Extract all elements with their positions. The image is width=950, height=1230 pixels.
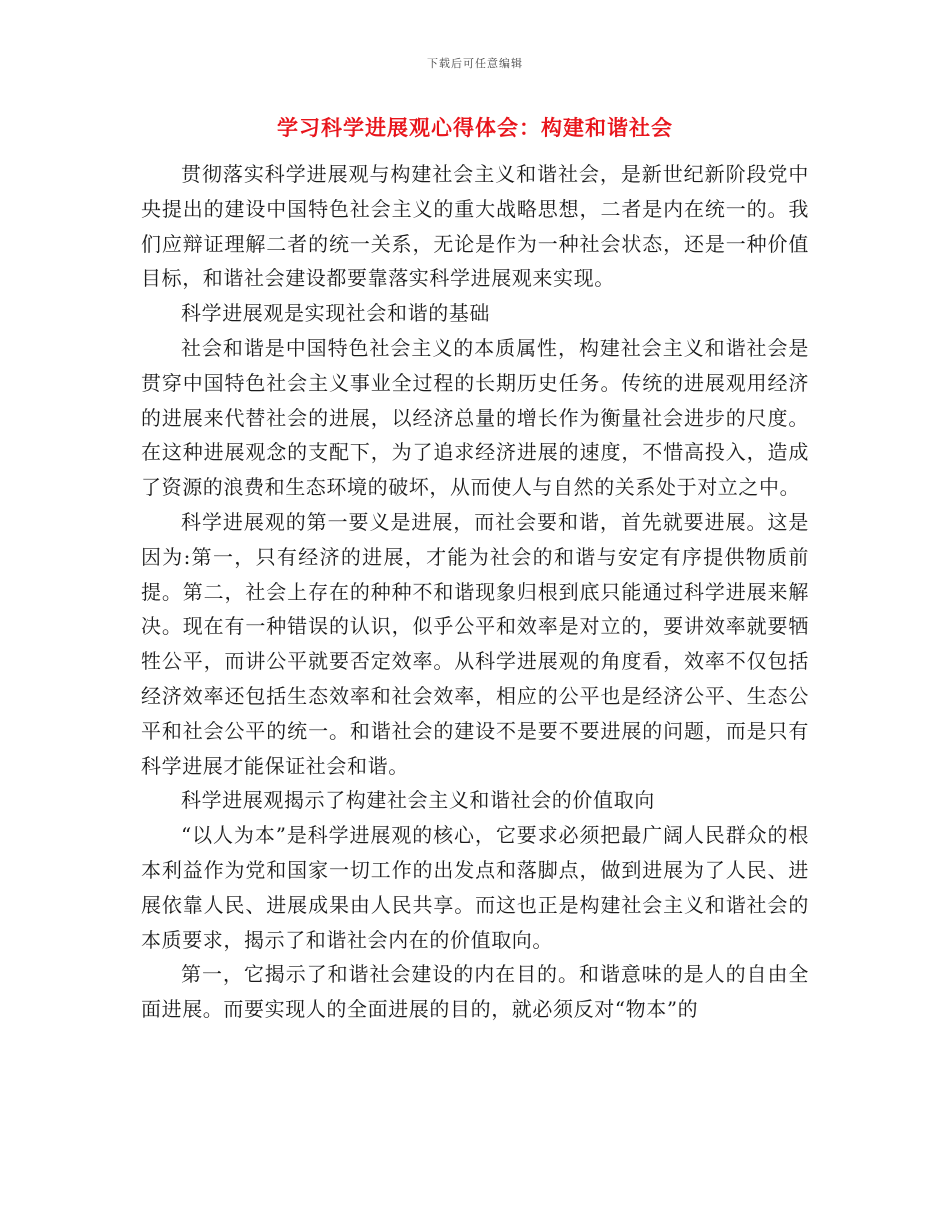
paragraph-people-oriented: “以人为本”是科学进展观的核心，它要求必须把最广阔人民群众的根本利益作为党和国家一切工作的出发点和落脚点，做到进展为了人民、进展依靠人民、进展成果由人民共享。而这也正是构建社会主义和谐社会的本质要求，揭示了和谐社会内在的价值取向。 (141, 823, 809, 952)
section-heading-foundation: 科学进展观是实现社会和谐的基础 (181, 301, 490, 326)
document-body (141, 157, 809, 1027)
section-heading-value-orientation: 科学进展观揭示了构建社会主义和谐社会的价值取向 (181, 788, 655, 813)
paragraph-social-harmony: 社会和谐是中国特色社会主义的本质属性，构建社会主义和谐社会是贯穿中国特色社会主义事业全过程的长期历史任务。传统的进展观用经济的进展来代替社会的进展，以经济总量的增长作为衡量社会进步的尺度。在这种进展观念的支配下，为了追求经济进展的速度，不惜高投入，造成了资源的浪费和生态环境的破坏，从而使人与自然的关系处于对立之中。 (141, 335, 809, 500)
paragraph-first-principle: 科学进展观的第一要义是进展，而社会要和谐，首先就要进展。这是因为:第一，只有经济的进展，才能为社会的和谐与安定有序提供物质前提。第二，社会上存在的种种不和谐现象归根到底只能通过科学进展来解决。现在有一种错误的认识，似乎公平和效率是对立的，要讲效率就要牺牲公平，而讲公平就要否定效率。从科学进展观的角度看，效率不仅包括经济效率还包括生态效率和社会效率，相应的公平也是经济公平、生态公平和社会公平的统一。和谐社会的建设不是要不要进展的问题，而是只有科学进展才能保证社会和谐。 (141, 509, 810, 778)
paragraph-first-purpose: 第一，它揭示了和谐社会建设的内在目的。和谐意味的是人的自由全面进展。而要实现人的全面进展的目的，就必须反对“物本”的 (141, 962, 809, 1022)
document-title: 学习科学进展观心得体会：构建和谐社会 (277, 116, 673, 140)
header-note: 下载后可任意编辑 (427, 57, 523, 70)
paragraph-intro: 贯彻落实科学进展观与构建社会主义和谐社会，是新世纪新阶段党中央提出的建设中国特色社会主义的重大战略思想，二者是内在统一的。我们应辩证理解二者的统一关系，无论是作为一种社会状态，还是一种价值目标，和谐社会建设都要靠落实科学进展观来实现。 (141, 162, 809, 291)
